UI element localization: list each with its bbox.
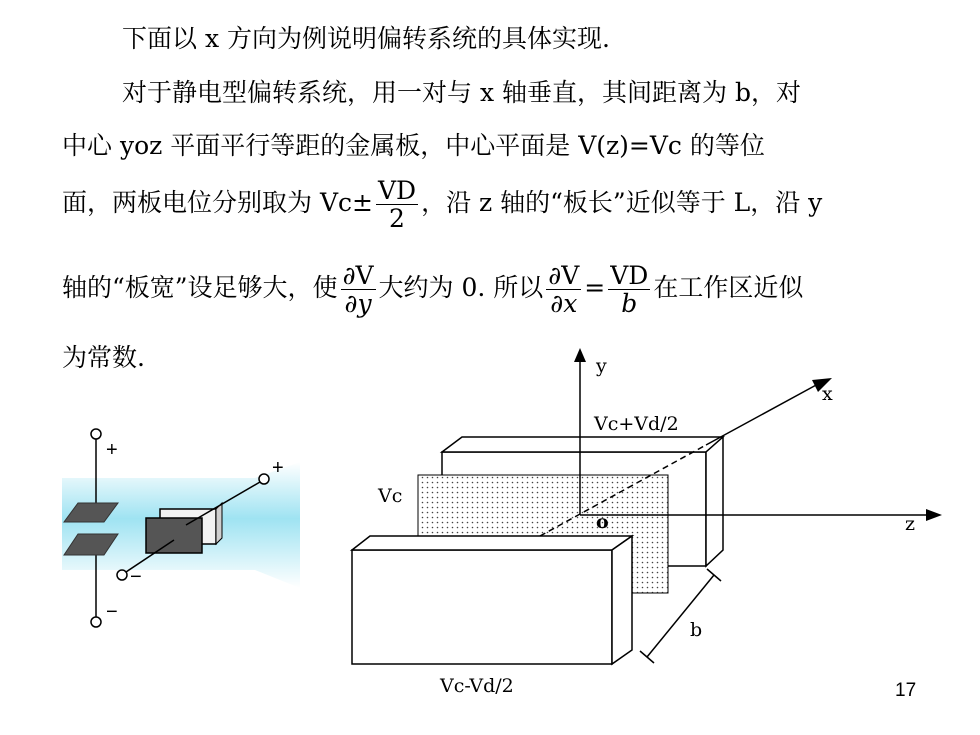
upper-right-terminal xyxy=(259,474,269,484)
text-line-2: 对于静电型偏转系统，用一对与 x 轴垂直，其间距离为 b，对 xyxy=(122,78,801,107)
right-plus-sign: + xyxy=(272,457,284,479)
bottom-terminal xyxy=(91,617,101,627)
gap-dimension-tick-1 xyxy=(640,651,654,663)
y-axis-label: y xyxy=(596,355,607,377)
text-line-5-a: 轴的“板宽”设足够大，使 xyxy=(62,273,338,302)
front-plate-top-face xyxy=(352,536,632,550)
back-plate-top-face xyxy=(442,437,723,452)
x-axis-label: x xyxy=(822,383,833,405)
front-vertical-plate xyxy=(146,518,202,553)
front-plate-side-face xyxy=(612,536,632,664)
z-axis-label: z xyxy=(905,513,916,535)
fraction-denominator: ∂x xyxy=(550,289,578,318)
plate-geometry-diagram xyxy=(352,348,942,664)
fraction-numerator: VD xyxy=(377,176,417,205)
rear-plate-side xyxy=(216,503,222,544)
lower-right-terminal xyxy=(117,570,127,580)
text-line-6: 为常数. xyxy=(62,343,145,372)
fraction-numerator: ∂V xyxy=(548,261,580,290)
bottom-plate-potential-label: Vc-Vd/2 xyxy=(440,675,514,697)
origin-label: o xyxy=(596,511,609,533)
text-line-4-b: ，沿 z 轴的“板长”近似等于 L，沿 y xyxy=(421,188,823,217)
fraction-denominator: b xyxy=(621,289,638,318)
text-line-3: 中心 yoz 平面平行等距的金属板，中心平面是 V(z)=Vc 的等位 xyxy=(62,131,765,160)
text-line-1: 下面以 x 方向为例说明偏转系统的具体实现. xyxy=(122,24,610,53)
x-axis xyxy=(706,384,818,445)
fraction-denominator: 2 xyxy=(389,204,405,233)
top-plus-sign: + xyxy=(106,439,118,461)
fraction-numerator: VD xyxy=(610,261,649,290)
page-number: 17 xyxy=(895,680,917,701)
right-minus-sign: − xyxy=(130,566,142,588)
front-plate-front-face xyxy=(352,550,612,664)
top-terminal xyxy=(91,429,101,439)
back-plate-side-face xyxy=(706,437,723,566)
text-line-5-b: 大约为 0. 所以 xyxy=(378,273,544,302)
deflection-schematic xyxy=(62,429,300,627)
gap-label: b xyxy=(690,619,703,641)
equals-sign: = xyxy=(584,273,606,302)
gap-dimension-tick-2 xyxy=(707,569,721,581)
z-axis-arrow xyxy=(926,509,942,521)
center-plane-potential-label: Vc xyxy=(378,485,403,507)
y-axis-arrow xyxy=(574,348,586,362)
text-line-4-a: 面，两板电位分别取为 Vc± xyxy=(62,188,373,217)
bottom-minus-sign: − xyxy=(106,601,118,623)
text-line-5-c: 在工作区近似 xyxy=(653,273,804,302)
fraction-denominator: ∂y xyxy=(344,289,372,318)
fraction-numerator: ∂V xyxy=(342,261,374,290)
top-plate-potential-label: Vc+Vd/2 xyxy=(594,413,679,435)
